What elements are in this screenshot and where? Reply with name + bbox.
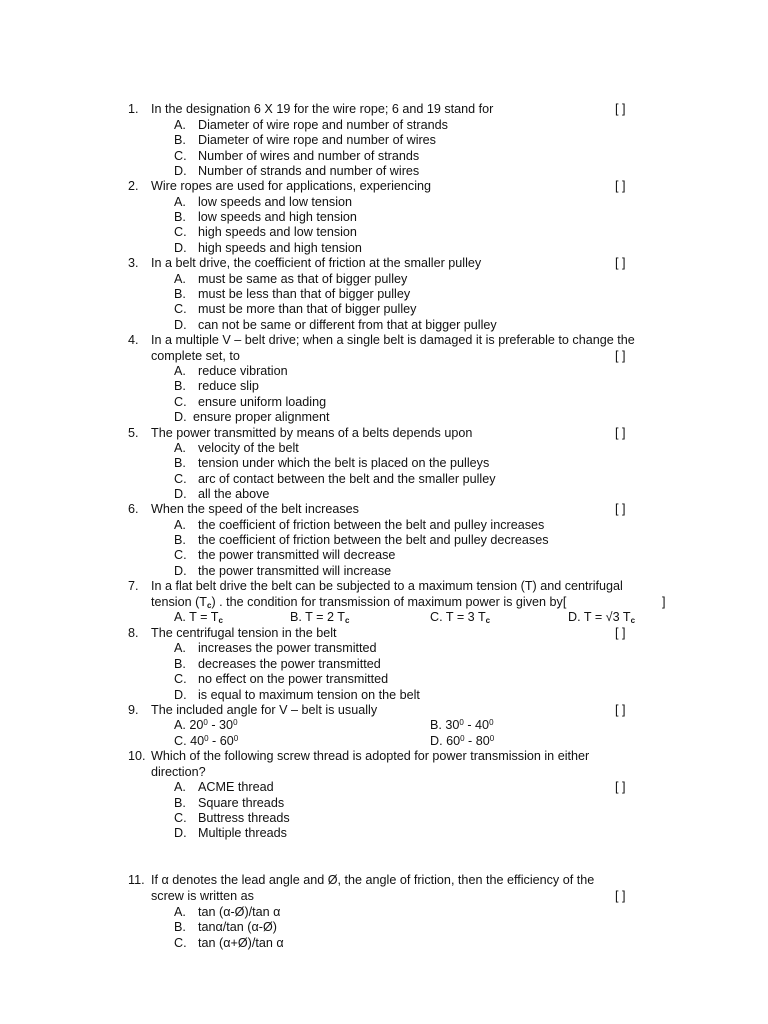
question-number: 3. <box>128 256 139 270</box>
option-text: reduce vibration <box>198 364 288 378</box>
question-text: In the designation 6 X 19 for the wire rope; 6 and 19 stand for <box>151 102 494 116</box>
option-label: A. <box>174 518 186 532</box>
option-text: the power transmitted will increase <box>198 564 392 578</box>
option-label: D. <box>174 564 187 578</box>
question-number: 11. <box>128 873 145 887</box>
question-text-continued: tension (Tc) . the condition for transmission of maximum power is given by[ <box>151 595 567 610</box>
answer-bracket: [ ] <box>615 703 626 717</box>
option-d: D. T = √3 Tc <box>568 610 636 625</box>
option-text: tan (α-Ø)/tan α <box>198 905 281 919</box>
option-text: the coefficient of friction between the belt and pulley decreases <box>198 533 549 547</box>
option-text: all the above <box>198 487 270 501</box>
answer-bracket: [ ] <box>615 889 626 903</box>
option-label: C. <box>174 149 187 163</box>
question-number: 2. <box>128 179 139 193</box>
option-text: ensure uniform loading <box>198 395 327 409</box>
question-number: 1. <box>128 102 139 116</box>
option-label: D. <box>174 164 187 178</box>
option-label: B. <box>174 657 186 671</box>
question-text: The centrifugal tension in the belt <box>151 626 337 640</box>
option-label: D. <box>174 241 187 255</box>
option-text: arc of contact between the belt and the smaller pulley <box>198 472 496 486</box>
option-text: velocity of the belt <box>198 441 299 455</box>
option-text: Number of strands and number of wires <box>198 164 420 178</box>
option-label: D. <box>174 410 187 424</box>
question-number: 7. <box>128 579 139 593</box>
answer-bracket: [ ] <box>615 102 626 116</box>
option-label: A. <box>174 118 186 132</box>
option-text: the coefficient of friction between the belt and pulley increases <box>198 518 545 532</box>
option-label: D. <box>174 826 187 840</box>
option-text: Square threads <box>198 796 285 810</box>
option-text: ensure proper alignment <box>193 410 330 424</box>
option-label: B. <box>174 920 186 934</box>
option-label: C. <box>174 225 187 239</box>
option-text: must be less than that of bigger pulley <box>198 287 411 301</box>
option-label: D. <box>174 487 187 501</box>
option-text: ACME thread <box>198 780 274 794</box>
option-text: decreases the power transmitted <box>198 657 381 671</box>
answer-bracket: [ ] <box>615 780 626 794</box>
option-label: C. <box>174 672 187 686</box>
option-label: C. <box>174 302 187 316</box>
question-text-continued: direction? <box>151 765 206 779</box>
option-c: C. T = 3 Tc <box>430 610 491 625</box>
answer-bracket: [ ] <box>615 349 626 363</box>
question-text: If α denotes the lead angle and Ø, the angle of friction, then the efficiency of the <box>151 873 595 887</box>
question-text: In a belt drive, the coefficient of friction at the smaller pulley <box>151 256 482 270</box>
option-label: D. <box>174 318 187 332</box>
option-text: must be more than that of bigger pulley <box>198 302 417 316</box>
option-label: B. <box>174 379 186 393</box>
question-number: 8. <box>128 626 139 640</box>
option-label: B. <box>174 796 186 810</box>
option-label: C. <box>174 936 187 950</box>
option-text: Buttress threads <box>198 811 290 825</box>
option-text: low speeds and low tension <box>198 195 353 209</box>
question-text-continued: complete set, to <box>151 349 240 363</box>
option-label: D. <box>174 688 187 702</box>
option-label: A. <box>174 641 186 655</box>
question-text: The included angle for V – belt is usually <box>151 703 378 717</box>
answer-bracket: [ ] <box>615 426 626 440</box>
option-text: Diameter of wire rope and number of strands <box>198 118 448 132</box>
option-text: is equal to maximum tension on the belt <box>198 688 420 702</box>
option-label: B. <box>174 533 186 547</box>
question-text-continued: screw is written as <box>151 889 254 903</box>
option-text: high speeds and low tension <box>198 225 357 239</box>
option-text: high speeds and high tension <box>198 241 362 255</box>
answer-bracket-close: ] <box>662 595 666 609</box>
option-text: Number of wires and number of strands <box>198 149 420 163</box>
option-label: A. <box>174 905 186 919</box>
question-text: Wire ropes are used for applications, experiencing <box>151 179 432 193</box>
option-text: Diameter of wire rope and number of wires <box>198 133 436 147</box>
option-text: no effect on the power transmitted <box>198 672 389 686</box>
option-text: the power transmitted will decrease <box>198 548 396 562</box>
option-d: D. $60^0 - 80^0$ <box>430 734 495 748</box>
answer-bracket: [ ] <box>615 502 626 516</box>
question-text: Which of the following screw thread is adopted for power transmission in either <box>151 749 590 763</box>
option-label: B. <box>174 133 186 147</box>
option-label: B. <box>174 287 186 301</box>
option-text: Multiple threads <box>198 826 287 840</box>
answer-bracket: [ ] <box>615 626 626 640</box>
question-text: In a flat belt drive the belt can be subjected to a maximum tension (T) and centrifugal <box>151 579 623 593</box>
question-number: 9. <box>128 703 139 717</box>
option-label: C. <box>174 395 187 409</box>
option-text: reduce slip <box>198 379 259 393</box>
option-c: C. $40^0 - 60^0$ <box>174 734 239 748</box>
option-label: A. <box>174 272 186 286</box>
question-text: The power transmitted by means of a belts depends upon <box>151 426 473 440</box>
question-text: When the speed of the belt increases <box>151 502 359 516</box>
option-label: B. <box>174 456 186 470</box>
option-label: B. <box>174 210 186 224</box>
question-number: 10. <box>128 749 146 763</box>
question-number: 6. <box>128 502 139 516</box>
option-label: C. <box>174 548 187 562</box>
option-a: A. $20^0 - 30^0$ <box>174 718 238 732</box>
option-text: tanα/tan (α-Ø) <box>198 920 277 934</box>
question-text: In a multiple V – belt drive; when a single belt is damaged it is preferable to change the <box>151 333 635 347</box>
option-label: A. <box>174 195 186 209</box>
option-text: tension under which the belt is placed on the pulleys <box>198 456 490 470</box>
option-text: can not be same or different from that at bigger pulley <box>198 318 497 332</box>
question-number: 4. <box>128 333 139 347</box>
option-text: tan (α+Ø)/tan α <box>198 936 284 950</box>
answer-bracket: [ ] <box>615 179 626 193</box>
option-text: low speeds and high tension <box>198 210 357 224</box>
option-text: must be same as that of bigger pulley <box>198 272 408 286</box>
option-text: increases the power transmitted <box>198 641 377 655</box>
option-b: B. T = 2 Tc <box>290 610 350 625</box>
option-b: B. $30^0 - 40^0$ <box>430 718 494 732</box>
answer-bracket: [ ] <box>615 256 626 270</box>
option-label: A. <box>174 441 186 455</box>
option-label: C. <box>174 811 187 825</box>
question-number: 5. <box>128 426 139 440</box>
option-a: A. T = Tc <box>174 610 223 625</box>
option-label: A. <box>174 364 186 378</box>
option-label: C. <box>174 472 187 486</box>
option-label: A. <box>174 780 186 794</box>
